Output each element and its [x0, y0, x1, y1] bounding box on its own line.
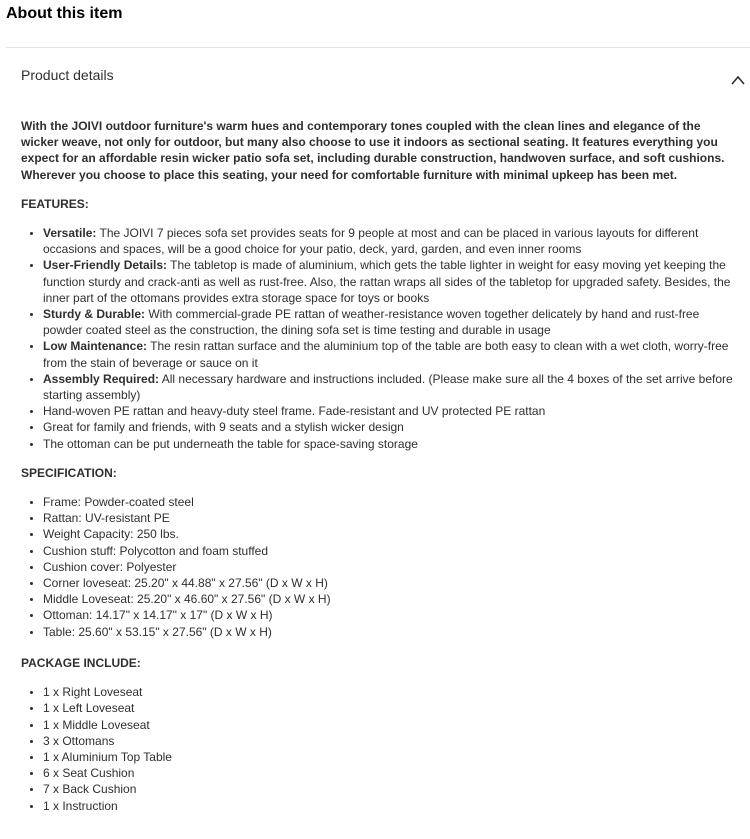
package-item: • 1 x Middle Loveseat — [43, 717, 741, 733]
product-details-toggle[interactable] — [6, 48, 750, 104]
specification-item: • Middle Loveseat: 25.20" x 46.60" x 27.56" (D x W x H) — [43, 591, 741, 607]
package-item: • 3 x Ottomans — [43, 733, 741, 749]
specification-item: • Weight Capacity: 250 lbs. — [43, 526, 741, 542]
feature-lead: Sturdy & Durable: — [43, 307, 146, 322]
feature-text: Hand-woven PE rattan and heavy-duty steel frame. Fade-resistant and UV protected PE rattan — [43, 404, 546, 419]
package-item: • 7 x Back Cushion — [43, 781, 741, 797]
feature-lead: Low Maintenance: — [43, 339, 148, 354]
feature-text: The tabletop is made of aluminium, which gets the table lighter in weight for easy moving yet keeping the function sturdy and crack-anti as well as rust-free. Also, the rattan wraps all sides of the tabletop for upgraded safety. Besides, the inner part of the ottomans provides extra storage space for toys or books — [43, 258, 731, 305]
feature-text: With commercial-grade PE rattan of weather-resistance woven together delicately by hand and rust-free powder coated steel as the construction, the dining sofa set is time testing and durable in usage — [43, 307, 700, 338]
specification-item: • Table: 25.60" x 53.15" x 27.56" (D x W x H) — [43, 624, 741, 640]
feature-lead: Assembly Required: — [43, 371, 160, 386]
feature-text: The JOIVI 7 pieces sofa set provides seats for 9 people at most and can be placed in various layouts for different occasions and spaces, will be a good choice for your patio, deck, yard, garden, and even inner rooms — [43, 226, 699, 257]
feature-item — [43, 306, 741, 338]
product-intro: With the JOIVI outdoor furniture's warm hues and contemporary tones coupled with the clean lines and elegance of the wicker weave, not only for outdoor, but many also choose to use it indoors as sectional seating. It features everything you expect for an affordable resin wicker patio sofa set, including durable construction, handwoven surface, and soft cushions. Wherever you choose to place this seating, your need for comfortable furniture with minimal upkeep has been met. — [21, 119, 725, 182]
specification-item: • Cushion cover: Polyester — [43, 559, 741, 575]
feature-item — [43, 371, 741, 403]
features-list — [21, 225, 741, 452]
feature-item — [43, 338, 741, 370]
specification-item: • Rattan: UV-resistant PE — [43, 510, 741, 526]
feature-item — [43, 225, 741, 257]
package-item: • 1 x Instruction — [43, 798, 741, 814]
specification-item: • Frame: Powder-coated steel — [43, 494, 741, 510]
chevron-up-icon[interactable] — [730, 74, 746, 86]
feature-text: The resin rattan surface and the aluminium top of the table are both easy to clean with a wet cloth, worry-free from the stain of beverage or sauce on it — [43, 339, 729, 370]
package-item: • 1 x Right Loveseat — [43, 684, 741, 700]
feature-text: Great for family and friends, with 9 seats and a stylish wicker design — [43, 420, 404, 435]
specification-heading: SPECIFICATION: — [21, 465, 117, 480]
about-this-item-title: About this item — [6, 5, 123, 22]
package-item: • 6 x Seat Cushion — [43, 765, 741, 781]
feature-text: All necessary hardware and instructions included. (Please make sure all the 4 boxes of the set arrive before starting assembly) — [43, 371, 733, 403]
feature-lead: Versatile: — [43, 226, 97, 241]
feature-item — [43, 436, 741, 452]
package-heading: PACKAGE INCLUDE: — [21, 655, 141, 670]
feature-item — [43, 403, 741, 419]
feature-item — [43, 419, 741, 435]
product-details-content — [21, 118, 741, 827]
feature-item — [43, 257, 741, 306]
specification-item: • Cushion stuff: Polycotton and foam stuffed — [43, 543, 741, 559]
features-heading: FEATURES: — [21, 196, 89, 211]
feature-lead: User-Friendly Details: — [43, 258, 168, 273]
specification-item: • Corner loveseat: 25.20" x 44.88" x 27.56" (D x W x H) — [43, 575, 741, 591]
package-item: • 1 x Left Loveseat — [43, 700, 741, 716]
package-list — [21, 684, 741, 814]
specification-item: • Ottoman: 14.17" x 14.17" x 17" (D x W x H) — [43, 607, 741, 623]
feature-text: The ottoman can be put underneath the table for space-saving storage — [43, 436, 418, 451]
product-details-title: Product details — [21, 67, 114, 83]
package-item: • 1 x Aluminium Top Table — [43, 749, 741, 765]
specification-list — [21, 494, 741, 640]
